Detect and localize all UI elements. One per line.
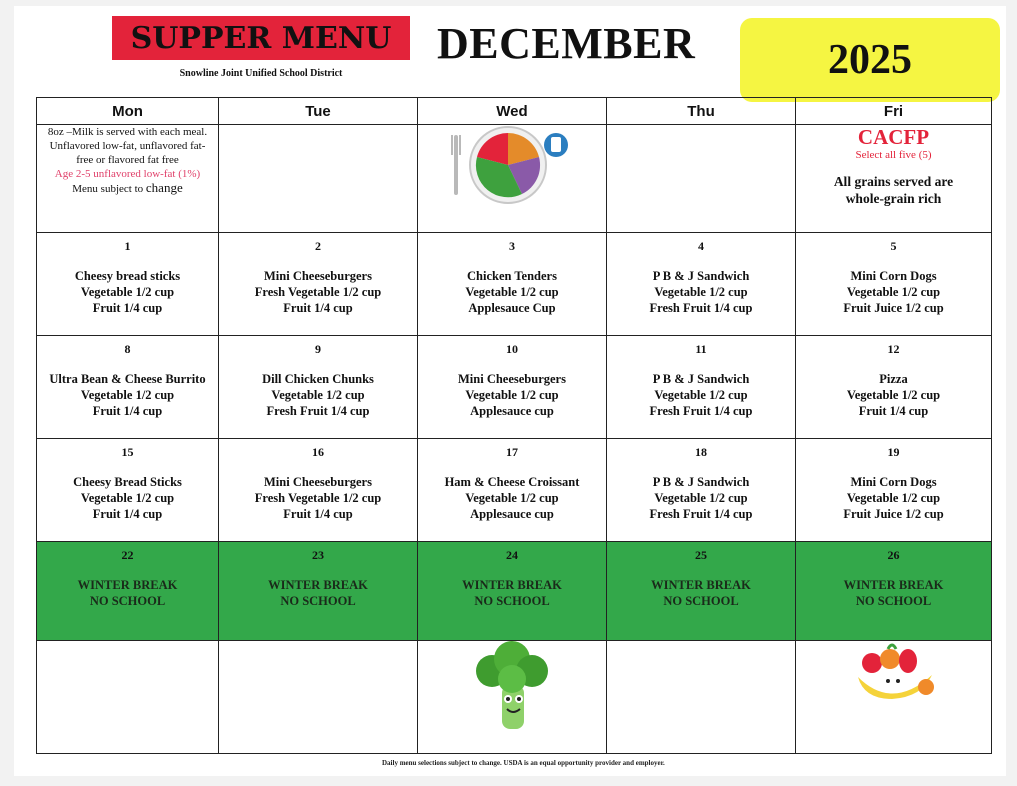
menu-calendar bbox=[36, 97, 992, 754]
day-number: 3 bbox=[509, 239, 515, 253]
meal-line: Vegetable 1/2 cup bbox=[80, 491, 175, 505]
cacfp-title: CACFP bbox=[857, 125, 930, 149]
break-day-cell bbox=[37, 542, 219, 641]
day-number: 15 bbox=[121, 445, 134, 459]
meal-line: Fresh Fruit 1/4 cup bbox=[649, 404, 753, 418]
weekday-mon: Mon bbox=[37, 98, 219, 125]
meal-line: Fruit 1/4 cup bbox=[92, 507, 163, 521]
month-label: DECEMBER bbox=[437, 19, 696, 68]
meal-line: Mini Cheeseburgers bbox=[264, 269, 372, 283]
meal-line: Fresh Fruit 1/4 cup bbox=[649, 507, 753, 521]
weekday-wed: Wed bbox=[418, 98, 607, 125]
day-number: 2 bbox=[315, 239, 321, 253]
meal-line: Applesauce Cup bbox=[468, 301, 556, 315]
empty-cell bbox=[37, 641, 219, 754]
meal-line: Mini Cheeseburgers bbox=[458, 372, 566, 386]
day-number: 26 bbox=[887, 548, 900, 562]
menu-change-note bbox=[43, 181, 212, 196]
meal-line: Vegetable 1/2 cup bbox=[271, 388, 365, 402]
day-cell bbox=[418, 233, 607, 336]
meal-line: Applesauce cup bbox=[470, 507, 554, 521]
meal-line: Ultra Bean & Cheese Burrito bbox=[49, 372, 206, 386]
meal-line: Cheesy Bread Sticks bbox=[73, 475, 182, 489]
footer-note: Daily menu selections subject to change. USDA is an equal opportunity provider and employer. bbox=[382, 759, 665, 767]
day-number: 4 bbox=[698, 239, 704, 253]
meal-line: Fruit 1/4 cup bbox=[92, 301, 163, 315]
meal-line: Mini Corn Dogs bbox=[850, 269, 937, 283]
day-number: 24 bbox=[506, 548, 518, 562]
meal-line: Cheesy bread sticks bbox=[74, 269, 181, 283]
break-line: WINTER BREAK bbox=[268, 578, 368, 592]
weekday-thu: Thu bbox=[607, 98, 796, 125]
break-line: NO SCHOOL bbox=[474, 594, 550, 608]
meal-line: P B & J Sandwich bbox=[652, 372, 750, 386]
myplate-cell bbox=[418, 125, 607, 233]
meal-line: Fresh Vegetable 1/2 cup bbox=[254, 491, 382, 505]
break-line: NO SCHOOL bbox=[663, 594, 739, 608]
grain-note: whole-grain rich bbox=[845, 191, 942, 206]
menu-title: SUPPER MENU bbox=[112, 16, 410, 60]
day-cell bbox=[607, 336, 796, 439]
weekday-header-row bbox=[37, 98, 992, 125]
meal-line: Vegetable 1/2 cup bbox=[846, 285, 941, 299]
day-number: 23 bbox=[312, 548, 324, 562]
break-line: NO SCHOOL bbox=[89, 594, 166, 608]
day-cell bbox=[219, 336, 418, 439]
day-number: 19 bbox=[887, 445, 900, 459]
meal-line: Fruit 1/4 cup bbox=[858, 404, 929, 418]
meal-line: Fruit 1/4 cup bbox=[283, 507, 353, 521]
milk-info-line: Unflavored low-fat, unflavored fat- bbox=[49, 140, 206, 152]
meal-line: Vegetable 1/2 cup bbox=[80, 285, 175, 299]
day-cell bbox=[418, 336, 607, 439]
meal-line: Fresh Fruit 1/4 cup bbox=[266, 404, 370, 418]
meal-line: Fruit Juice 1/2 cup bbox=[843, 301, 944, 315]
meal-line: Vegetable 1/2 cup bbox=[846, 491, 941, 505]
meal-line: Vegetable 1/2 cup bbox=[654, 285, 748, 299]
empty-cell bbox=[607, 641, 796, 754]
fruit-group-icon bbox=[796, 641, 991, 705]
milk-info-cell bbox=[37, 125, 219, 233]
day-cell bbox=[418, 439, 607, 542]
meal-line: Vegetable 1/2 cup bbox=[465, 491, 559, 505]
day-cell bbox=[796, 336, 992, 439]
day-cell bbox=[796, 233, 992, 336]
break-day-cell bbox=[418, 542, 607, 641]
empty-info-cell bbox=[607, 125, 796, 233]
break-day-cell bbox=[219, 542, 418, 641]
meal-line: Fruit 1/4 cup bbox=[283, 301, 353, 315]
day-cell bbox=[607, 439, 796, 542]
day-number: 18 bbox=[695, 445, 707, 459]
milk-info-line: 8oz –Milk is served with each meal. bbox=[47, 126, 208, 138]
day-number: 9 bbox=[315, 342, 321, 356]
meal-line: Dill Chicken Chunks bbox=[262, 372, 374, 386]
meal-line: Vegetable 1/2 cup bbox=[654, 388, 748, 402]
meal-line: Mini Cheeseburgers bbox=[264, 475, 372, 489]
meal-line: P B & J Sandwich bbox=[652, 269, 750, 283]
day-number: 17 bbox=[506, 445, 518, 459]
meal-line: Vegetable 1/2 cup bbox=[465, 388, 559, 402]
break-line: NO SCHOOL bbox=[855, 594, 932, 608]
cacfp-subtitle: Select all five (5) bbox=[855, 149, 932, 161]
day-number: 8 bbox=[124, 342, 131, 356]
break-line: WINTER BREAK bbox=[651, 578, 751, 592]
menu-change-prefix: Menu subject to bbox=[72, 183, 146, 195]
week-row bbox=[37, 336, 992, 439]
meal-line: Fresh Fruit 1/4 cup bbox=[649, 301, 753, 315]
meal-line: Fruit 1/4 cup bbox=[92, 404, 163, 418]
day-number: 11 bbox=[695, 342, 707, 356]
break-line: NO SCHOOL bbox=[280, 594, 356, 608]
myplate-icon bbox=[418, 125, 606, 205]
week-row bbox=[37, 439, 992, 542]
meal-line: Applesauce cup bbox=[470, 404, 554, 418]
meal-line: Pizza bbox=[879, 372, 908, 386]
day-number: 10 bbox=[506, 342, 518, 356]
meal-line: Fresh Vegetable 1/2 cup bbox=[254, 285, 382, 299]
meal-line: Fruit Juice 1/2 cup bbox=[843, 507, 944, 521]
meal-line: Chicken Tenders bbox=[467, 269, 557, 283]
break-line: WINTER BREAK bbox=[843, 578, 944, 592]
break-day-cell bbox=[607, 542, 796, 641]
day-number: 25 bbox=[695, 548, 707, 562]
last-row bbox=[37, 641, 992, 754]
day-number: 16 bbox=[312, 445, 324, 459]
week-row bbox=[37, 233, 992, 336]
weekday-tue: Tue bbox=[219, 98, 418, 125]
meal-line: Mini Corn Dogs bbox=[850, 475, 937, 489]
milk-info-line: free or flavored fat free bbox=[76, 154, 179, 166]
year-label: 2025 bbox=[740, 18, 1000, 102]
day-cell bbox=[607, 233, 796, 336]
cacfp-cell bbox=[796, 125, 992, 233]
day-cell bbox=[796, 439, 992, 542]
meal-line: Ham & Cheese Croissant bbox=[444, 475, 580, 489]
empty-cell bbox=[219, 641, 418, 754]
day-cell bbox=[219, 233, 418, 336]
milk-age-note: Age 2-5 unflavored low-fat (1%) bbox=[54, 168, 201, 180]
fruit-cell bbox=[796, 641, 992, 754]
winter-break-row bbox=[37, 542, 992, 641]
break-day-cell bbox=[796, 542, 992, 641]
meal-line: P B & J Sandwich bbox=[652, 475, 750, 489]
meal-line: Vegetable 1/2 cup bbox=[80, 388, 175, 402]
meal-line: Vegetable 1/2 cup bbox=[465, 285, 559, 299]
day-cell bbox=[219, 439, 418, 542]
day-number: 12 bbox=[887, 342, 900, 356]
break-line: WINTER BREAK bbox=[77, 578, 178, 592]
menu-change-word: change bbox=[145, 180, 183, 195]
broccoli-cell bbox=[418, 641, 607, 754]
day-cell bbox=[37, 233, 219, 336]
day-cell bbox=[37, 336, 219, 439]
district-name: Snowline Joint Unified School District bbox=[179, 68, 343, 79]
day-number: 22 bbox=[121, 548, 134, 562]
day-number: 5 bbox=[890, 239, 897, 253]
day-number: 1 bbox=[124, 239, 131, 253]
broccoli-icon bbox=[418, 641, 606, 737]
break-line: WINTER BREAK bbox=[462, 578, 562, 592]
weekday-fri: Fri bbox=[796, 98, 992, 125]
empty-info-cell bbox=[219, 125, 418, 233]
meal-line: Vegetable 1/2 cup bbox=[654, 491, 748, 505]
grain-note: All grains served are bbox=[833, 174, 954, 189]
meal-line: Vegetable 1/2 cup bbox=[846, 388, 941, 402]
day-cell bbox=[37, 439, 219, 542]
info-row bbox=[37, 125, 992, 233]
